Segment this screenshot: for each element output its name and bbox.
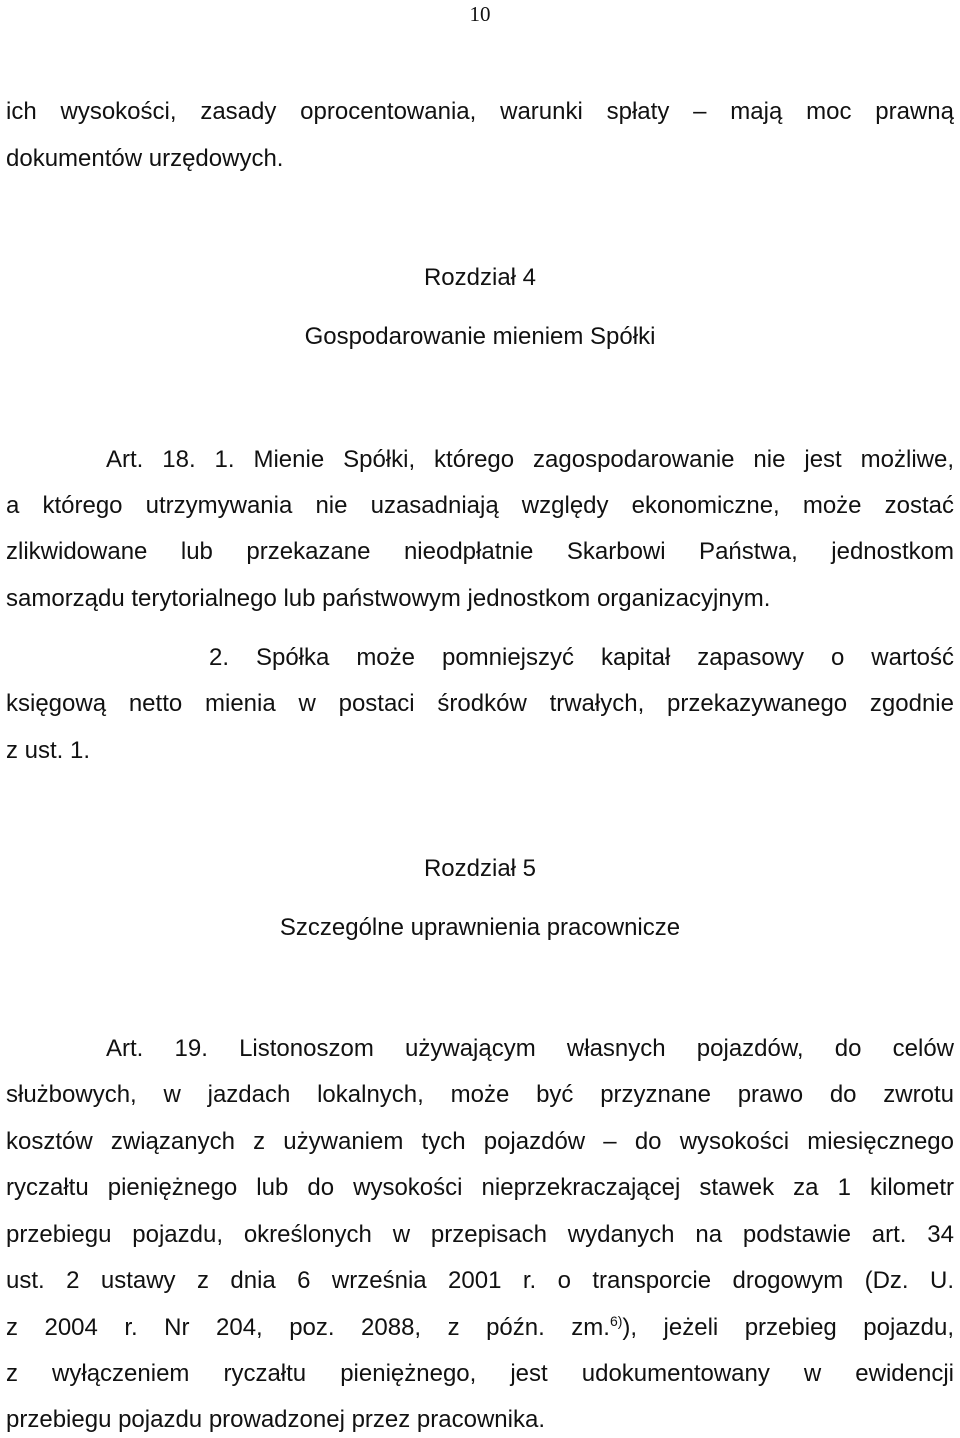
page-number: 10 xyxy=(469,2,491,26)
chapter-4-heading: Rozdział 4 xyxy=(423,264,537,291)
art-18-line-1: Art. 18. 1. Mienie Spółki, którego zagospodarowanie nie jest możliwe, xyxy=(106,446,954,473)
art-19-line-4: ryczałtu pieniężnego lub do wysokości nieprzekraczającej stawek za 1 kilometr xyxy=(6,1174,954,1201)
chapter-5-heading: Rozdział 5 xyxy=(423,855,537,882)
intro-line-2: dokumentów urzędowych. xyxy=(6,145,284,172)
art-19-line-3: kosztów związanych z używaniem tych pojazdów – do wysokości miesięcznego xyxy=(6,1128,954,1155)
art-19-line-9: przebiegu pojazdu prowadzonej przez pracownika. xyxy=(6,1406,545,1433)
art-19-line-7 xyxy=(6,1311,954,1345)
art-18-p2-line-1: 2. Spółka może pomniejszyć kapitał zapasowy o wartość xyxy=(209,644,954,671)
art-18-p2-line-2: księgową netto mienia w postaci środków trwałych, przekazywanego zgodnie xyxy=(6,690,954,717)
art-19-line-6: ust. 2 ustawy z dnia 6 września 2001 r. o transporcie drogowym (Dz. U. xyxy=(6,1267,954,1294)
footnote-ref: 6) xyxy=(609,1313,623,1329)
chapter-4-title: Gospodarowanie mieniem Spółki xyxy=(304,323,656,350)
art-19-line-7-tail: ), jeżeli przebieg pojazdu, xyxy=(622,1314,954,1341)
art-19-line-7-text: z 2004 r. Nr 204, poz. 2088, z późn. zm. xyxy=(6,1314,610,1341)
art-18-line-2: a którego utrzymywania nie uzasadniają względy ekonomiczne, może zostać xyxy=(6,492,954,519)
art-19-line-8: z wyłączeniem ryczałtu pieniężnego, jest udokumentowany w ewidencji xyxy=(6,1360,954,1387)
art-18-p2-line-3: z ust. 1. xyxy=(6,737,91,764)
art-19-line-1: Art. 19. Listonoszom używającym własnych pojazdów, do celów xyxy=(106,1035,954,1062)
art-18-line-3: zlikwidowane lub przekazane nieodpłatnie Skarbowi Państwa, jednostkom xyxy=(6,538,954,565)
chapter-5-title: Szczególne uprawnienia pracownicze xyxy=(279,914,681,941)
art-19-line-5: przebiegu pojazdu, określonych w przepisach wydanych na podstawie art. 34 xyxy=(6,1221,954,1248)
art-18-line-4: samorządu terytorialnego lub państwowym jednostkom organizacyjnym. xyxy=(6,585,771,612)
art-19-line-2: służbowych, w jazdach lokalnych, może być przyznane prawo do zwrotu xyxy=(6,1081,954,1108)
intro-line-1: ich wysokości, zasady oprocentowania, warunki spłaty – mają moc prawną xyxy=(6,98,954,125)
